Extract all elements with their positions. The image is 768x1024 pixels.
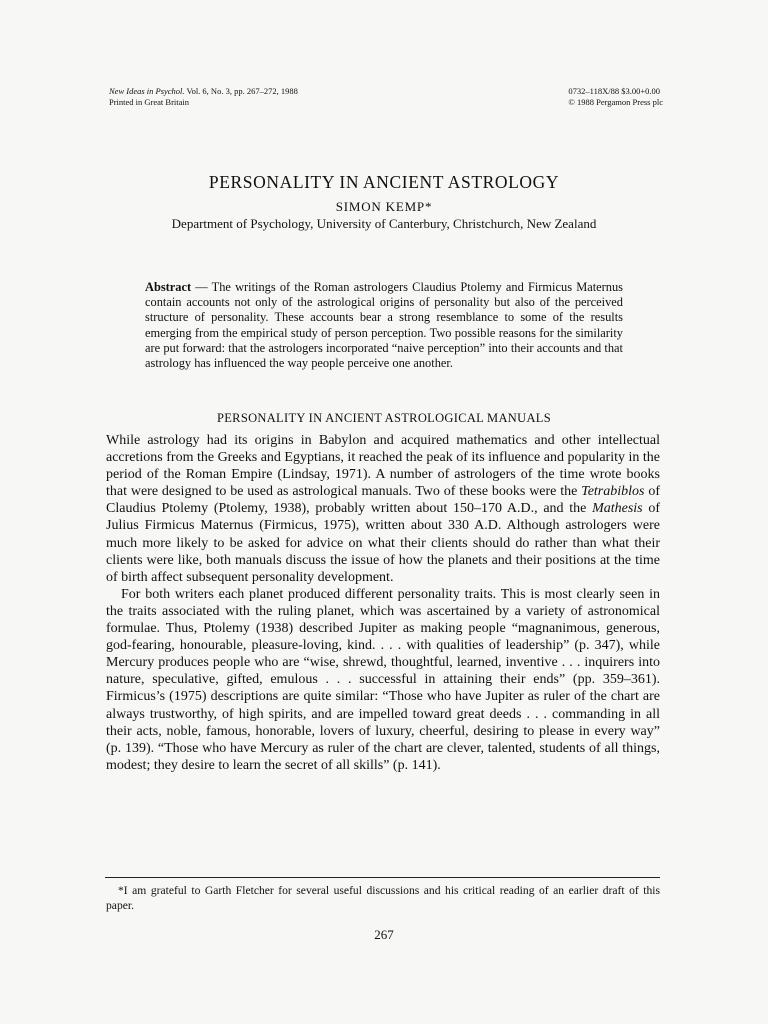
printed-in: Printed in Great Britain <box>109 96 190 107</box>
abstract-label: Abstract <box>145 280 192 294</box>
issn-price: 0732–118X/88 $3.00+0.00 <box>568 86 660 96</box>
journal-citation-line <box>109 86 298 97</box>
book-title-tetrabiblos: Tetrabiblos <box>581 484 645 500</box>
paragraph-1-part-a: While astrology had its origins in Babylon and acquired mathematics and other intellectual accretions from the Greeks and Egyptians, it reached the peak of its influence and popularity in the period of the Roman Empire (Lindsay, 1971). A number of astrologers of the time wrote books that were designed to be used as astrological manuals. Two of these books were the <box>106 433 660 500</box>
running-header-left <box>109 86 298 107</box>
footnote-rule <box>105 877 660 878</box>
paragraph-2: For both writers each planet produced different personality traits. This is most clearly seen in the traits associated with the ruling planet, which was ascertained by a variety of astronomical formulae. Thus, Ptolemy (1938) described Jupiter as making people “magnanimous, generous, god-fearing, honourable, pleasure-loving, kind. . . . with qualities of leadership” (p. 347), while Mercury produces people who are “wise, shrewd, thoughtful, learned, inventive . . . inquirers into nature, speculative, gifted, emulous . . . successful in attaining their ends” (pp. 359–361). Firmicus’s (1975) descriptions are quite similar: “Those who have Jupiter as ruler of the chart are always trustworthy, of high spirits, and are impelled toward great deeds . . . commanding in all their acts, noble, famous, honorable, lovers of luxury, cheerful, desiring to please in every way” (p. 139). “Those who have Mercury as ruler of the chart are clever, talented, students of all things, modest; they desire to learn the secret of all skills” (p. 141). <box>106 586 660 773</box>
body-text <box>106 432 660 774</box>
page-number: 267 <box>374 927 394 942</box>
abstract <box>145 280 623 371</box>
section-heading: PERSONALITY IN ANCIENT ASTROLOGICAL MANUALS <box>217 411 551 425</box>
journal-name: New Ideas in Psychol. <box>109 86 185 96</box>
article-author: SIMON KEMP* <box>335 199 433 214</box>
copyright: © 1988 Pergamon Press plc <box>568 96 663 107</box>
running-header-right <box>568 86 663 107</box>
article-title: PERSONALITY IN ANCIENT ASTROLOGY <box>208 172 560 192</box>
abstract-text: — The writings of the Roman astrologers Claudius Ptolemy and Firmicus Maternus contain accounts not only of the astrological origins of personality but also of the perceived structure of personality. These accounts bear a strong resemblance to some of the results emerging from the empirical study of person perception. Two possible reasons for the similarity are put forward: that the astrologers incorporated “naive perception” into their accounts and that astrology has influenced the way people perceive one another. <box>145 280 623 371</box>
book-title-mathesis: Mathesis <box>592 501 643 517</box>
journal-citation: Vol. 6, No. 3, pp. 267–272, 1988 <box>186 86 298 96</box>
paragraph-1 <box>106 432 660 586</box>
footnote: *I am grateful to Garth Fletcher for several useful discussions and his critical reading of an earlier draft of this paper. <box>106 884 660 912</box>
paragraph-1-part-c: of Julius Firmicus Maternus (Firmicus, 1975), written about 330 A.D. Although astrologers were much more likely to be asked for advice on what their clients should do rather than what their clients were like, both manuals discuss the issue of how the planets and their positions at the time of birth affect subsequent personality development. <box>106 501 660 585</box>
paragraph-1-part-b: of Claudius Ptolemy (Ptolemy, 1938), probably written about 150–170 A.D., and the <box>106 484 660 517</box>
author-affiliation: Department of Psychology, University of Canterbury, Christchurch, New Zealand <box>171 216 597 231</box>
